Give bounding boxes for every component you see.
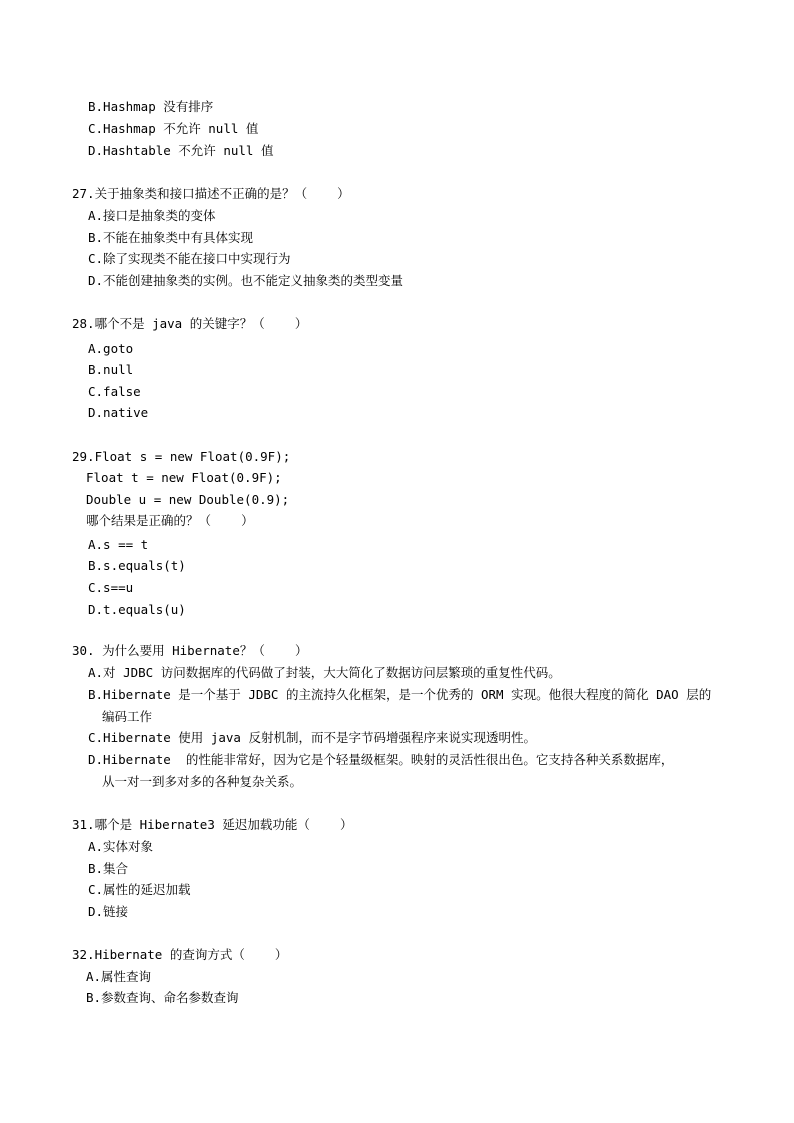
q32-option-b: B.参数查询、命名参数查询 xyxy=(86,990,239,1005)
q27-option-a: A.接口是抽象类的变体 xyxy=(88,208,216,223)
q26-option-b: B.Hashmap 没有排序 xyxy=(88,99,214,114)
q30-question: 30. 为什么要用 Hibernate？（ ） xyxy=(72,643,308,658)
q31-option-d: D.链接 xyxy=(88,904,129,919)
q30-option-d-continued: 从一对一到多对多的各种复杂关系。 xyxy=(102,774,303,789)
q27-option-b: B.不能在抽象类中有具体实现 xyxy=(88,230,254,245)
q30-option-a: A.对 JDBC 访问数据库的代码做了封装，大大简化了数据访问层繁琐的重复性代码。 xyxy=(88,665,561,680)
q28-question: 28.哪个不是 java 的关键字？（ ） xyxy=(72,316,308,331)
q29-option-a: A.s == t xyxy=(88,537,149,552)
q29-option-b: B.s.equals(t) xyxy=(88,558,186,573)
q28-option-c: C.false xyxy=(88,384,141,399)
q27-question: 27.关于抽象类和接口描述不正确的是？（ ） xyxy=(72,186,350,201)
q31-question: 31.哪个是 Hibernate3 延迟加载功能（ ） xyxy=(72,817,353,832)
q26-option-d: D.Hashtable 不允许 null 值 xyxy=(88,143,274,158)
q29-question: 29.Float s = new Float(0.9F); xyxy=(72,449,291,464)
q26-option-c: C.Hashmap 不允许 null 值 xyxy=(88,121,259,136)
q30-option-d: D.Hibernate 的性能非常好，因为它是个轻量级框架。映射的灵活性很出色。它支持各种关系数据库， xyxy=(88,752,674,767)
q27-option-c: C.除了实现类不能在接口中实现行为 xyxy=(88,251,291,266)
q28-option-b: B.null xyxy=(88,362,134,377)
q31-option-c: C.属性的延迟加载 xyxy=(88,882,191,897)
q31-option-b: B.集合 xyxy=(88,861,129,876)
q27-option-d: D.不能创建抽象类的实例。也不能定义抽象类的类型变量 xyxy=(88,273,404,288)
q32-question: 32.Hibernate 的查询方式（ ） xyxy=(72,947,288,962)
q29-option-d: D.t.equals(u) xyxy=(88,602,186,617)
q29-code-line: Float t = new Float(0.9F); xyxy=(86,470,282,485)
q28-option-d: D.native xyxy=(88,405,149,420)
q31-option-a: A.实体对象 xyxy=(88,839,154,854)
q30-option-b: B.Hibernate 是一个基于 JDBC 的主流持久化框架，是一个优秀的 ORM 实现。他很大程度的简化 DAO 层的 xyxy=(88,687,712,702)
q29-code-line: Double u = new Double(0.9); xyxy=(86,492,290,507)
q32-option-a: A.属性查询 xyxy=(86,969,152,984)
q28-option-a: A.goto xyxy=(88,341,134,356)
q30-option-c: C.Hibernate 使用 java 反射机制，而不是字节码增强程序来说实现透明性。 xyxy=(88,730,536,745)
q29-prompt: 哪个结果是正确的？（ ） xyxy=(86,513,254,528)
q29-option-c: C.s==u xyxy=(88,580,134,595)
q30-option-b-continued: 编码工作 xyxy=(102,709,153,724)
